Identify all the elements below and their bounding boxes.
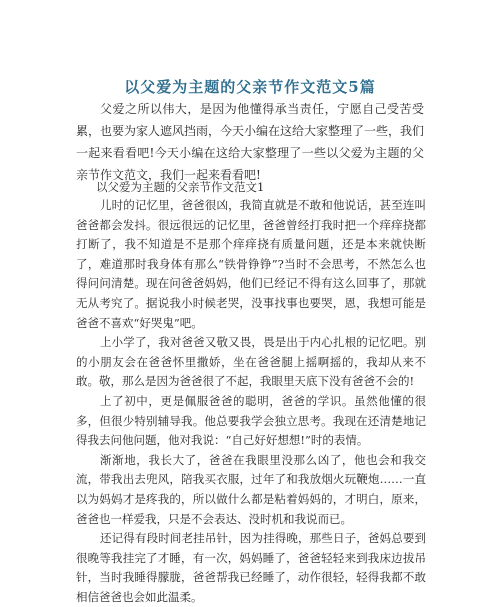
body-paragraph: 渐渐地，我长大了，爸爸在我眼里没那么凶了，他也会和我交流，带我出去兜风，陪我买衣服，过年了和我放烟火玩鞭炮……一直以为妈妈才是疼我的，所以做什么都是粘着妈妈的，才明白，原来，爸爸也一样爱我，只是不会表达、没时机和我说而已。 [76,452,426,526]
body-paragraph: 还记得有段时间老挂吊针，因为挂得晚，那些日子，爸妈总要到很晚等我挂完了才睡，有一次，妈妈睡了，爸爸轻轻来到我床边拔吊针，当时我睡得朦胧，爸爸帮我已经睡了，动作很轻，轻得我都不敢相信爸爸也会如此温柔。 [76,531,426,604]
essay-body [76,196,426,607]
document-title: 以父爱为主题的父亲节作文范文5篇 [124,78,376,96]
intro-paragraph: 父爱之所以伟大，是因为他懂得承当责任，宁愿自己受苦受累，也要为家人遮风挡雨，今天小编在这给大家整理了一些，我们一起来看看吧!今天小编在这给大家整理了一些以父爱为主题的父亲节作文范文，我们一起来看看吧! [76,102,425,182]
body-paragraph: 上小学了，我对爸爸又敬又畏，畏是出于内心扎根的记忆吧。别的小朋友会在爸爸怀里撒娇，坐在爸爸腿上摇啊摇的，我却从来不敢。敬，那么是因为爸爸很了不起，我眼里天底下没有爸爸不会的! [76,335,426,389]
body-paragraph: 儿时的记忆里，爸爸很凶，我简直就是不敢和他说话，甚至连叫爸爸都会发抖。很远很远的记忆里，爸爸曾经打我时把一个痒痒挠都打断了，我不知道是不是那个痒痒挠有质量问题，还是本来就快断了，难道那时我身体有那么“铁骨铮铮”?当时不会思考，不然怎么也得问问清楚。现在问爸爸妈妈，他们已经记不得有这么回事了，那就无从考究了。据说我小时候老哭，没事找事也要哭，恩，我想可能是爸爸不喜欢“好哭鬼”吧。 [76,198,426,330]
body-paragraph: 上了初中，更是佩服爸爸的聪明，爸爸的学识。虽然他懂的很多，但很少特别辅导我。他总要我学会独立思考。我现在还清楚地记得我去问他问题，他对我说：“自己好好想想!”时的表情。 [76,393,426,448]
essay-subheading: 以父爱为主题的父亲节作文范文1 [96,180,265,194]
